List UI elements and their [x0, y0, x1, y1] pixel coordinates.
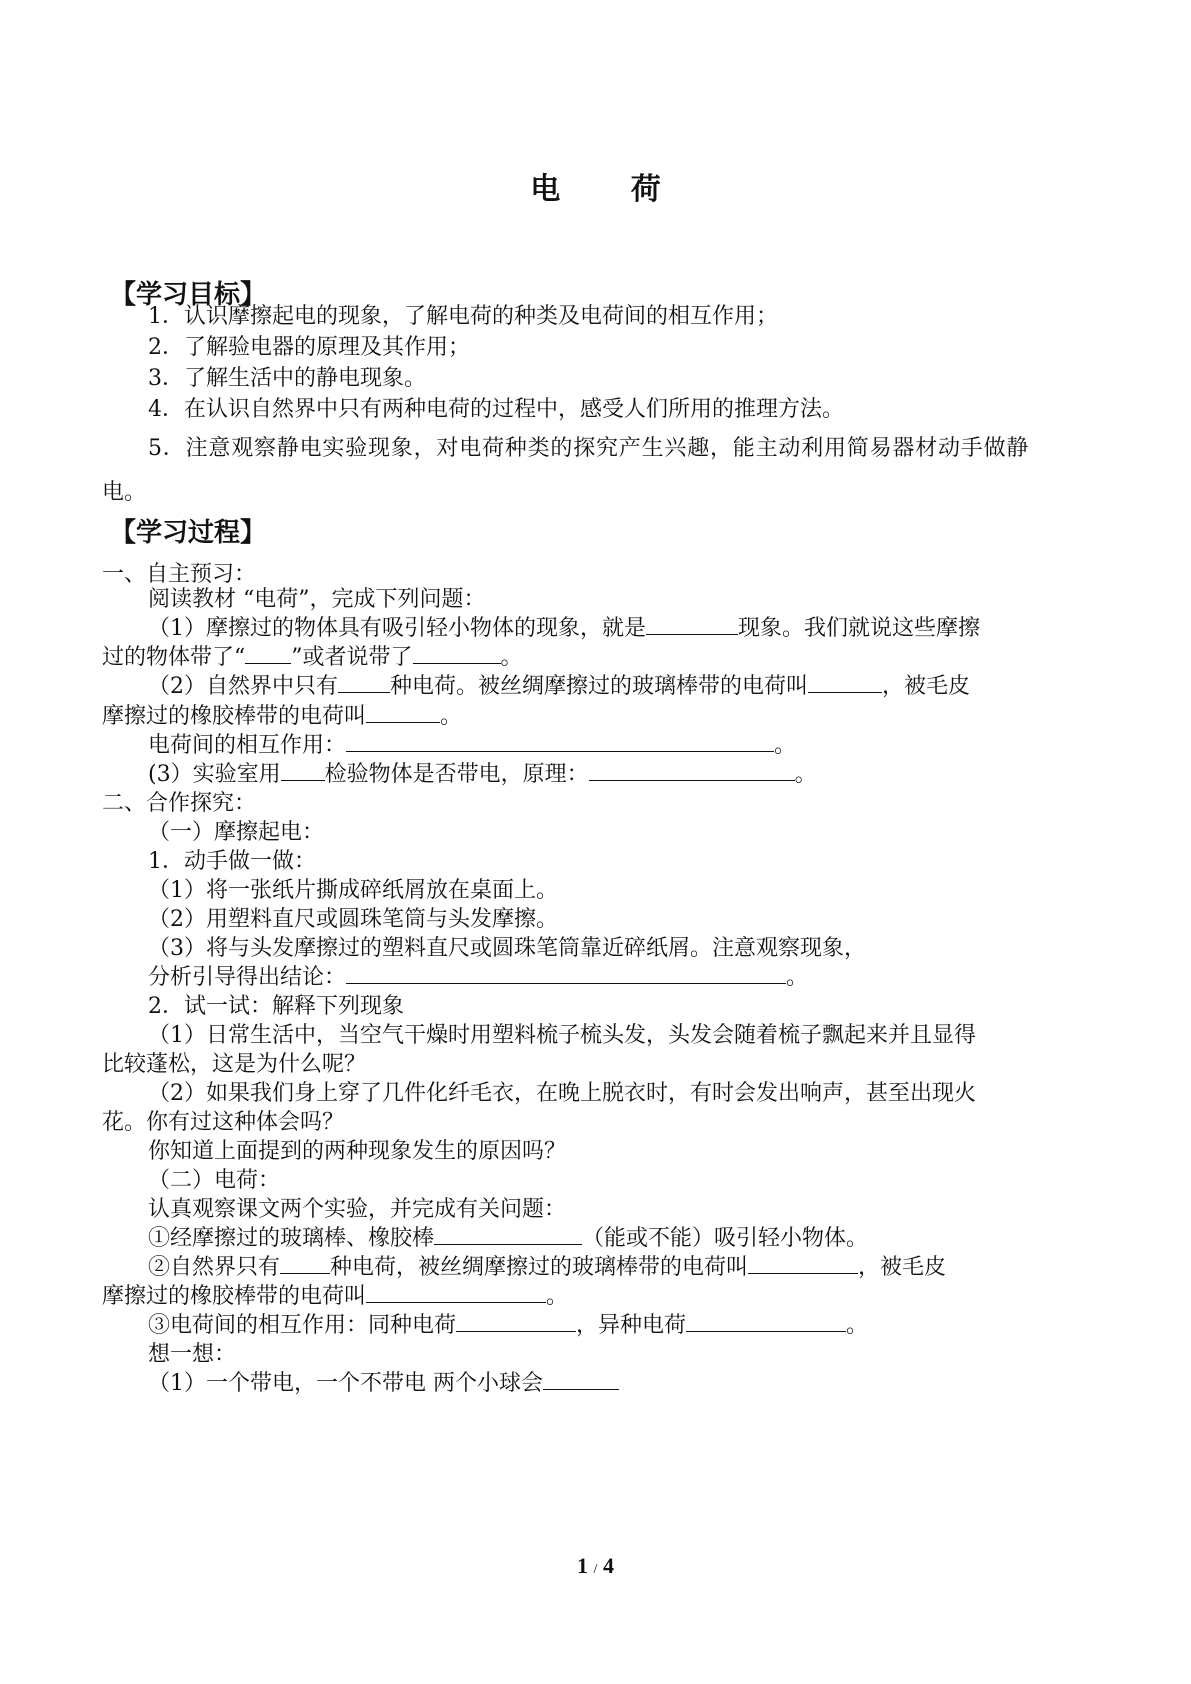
page-number [0, 1553, 1191, 1579]
question-2-line-2 [102, 702, 462, 732]
text-span: 。 [786, 965, 809, 990]
question-1-line-1 [148, 614, 980, 644]
conclusion-line [148, 963, 808, 993]
step-1: （1）将一张纸片撕成碎纸屑放在桌面上。 [148, 878, 558, 903]
goal-item-1: 1．认识摩擦起电的现象，了解电荷的种类及电荷间的相互作用； [148, 304, 778, 329]
answer-blank[interactable] [338, 672, 390, 693]
answer-blank[interactable] [366, 702, 440, 723]
answer-blank[interactable] [366, 1282, 546, 1303]
text-span: 。 [774, 733, 797, 758]
example-1-line-2: 比较蓬松，这是为什么呢？ [102, 1052, 367, 1077]
text-span: 检验物体是否带电，原理： [324, 762, 589, 787]
question-2-line-1 [148, 672, 970, 702]
answer-blank[interactable] [456, 1311, 576, 1332]
page-title: 电 荷 [530, 172, 691, 207]
example-2-line-1: （2）如果我们身上穿了几件化纤毛衣，在晚上脱衣时，有时会发出响声，甚至出现火 [148, 1081, 976, 1106]
text-span: （1）一个带电，一个不带电 两个小球会 [148, 1371, 543, 1396]
step-2: （2）用塑料直尺或圆珠笔筒与头发摩擦。 [148, 907, 558, 932]
text-span: （2）自然界中只有 [148, 674, 338, 699]
text-span: 。 [794, 762, 817, 787]
answer-blank[interactable] [646, 614, 738, 635]
text-span: 摩擦过的橡胶棒带的电荷叫 [102, 704, 367, 729]
text-span: 。 [440, 704, 463, 729]
text-span: 电荷间的相互作用： [148, 733, 347, 758]
try-it-heading: 2．试一试：解释下列现象 [148, 994, 404, 1019]
text-span: （1）摩擦过的物体具有吸引轻小物体的现象，就是 [148, 616, 646, 641]
part2-heading: 二、合作探究： [102, 791, 257, 816]
sub1-heading: （一）摩擦起电： [148, 820, 325, 845]
goal-item-5: 5．注意观察静电实验现象，对电荷种类的探究产生兴趣，能主动利用简易器材动手做静 [148, 436, 1030, 461]
answer-blank[interactable] [346, 731, 774, 752]
text-span: 现象。我们就说这些摩擦 [738, 616, 981, 641]
question-3-line [148, 760, 817, 790]
sub2-heading: （二）电荷： [148, 1168, 281, 1193]
text-span: ，异种电荷 [576, 1313, 687, 1338]
text-span: 分析引导得出结论： [148, 965, 347, 990]
part1-heading: 一、自主预习： [102, 562, 257, 587]
think-heading: 想一想： [148, 1342, 237, 1367]
text-span: 种电荷，被丝绸摩擦过的玻璃棒带的电荷叫 [330, 1255, 749, 1280]
question-1-line-2 [102, 643, 523, 673]
text-span: ，被毛皮 [858, 1255, 947, 1280]
know-question: 你知道上面提到的两种现象发生的原因吗？ [148, 1139, 567, 1164]
answer-blank[interactable] [748, 1253, 858, 1274]
think-question-1 [148, 1369, 619, 1399]
text-span: 过的物体带了“ [102, 645, 246, 670]
interaction-line [148, 731, 796, 761]
observe-instruction: 认真观察课文两个实验，并完成有关问题： [148, 1197, 567, 1222]
answer-blank[interactable] [281, 760, 325, 781]
text-span: ”或者说带了 [291, 645, 413, 670]
answer-blank[interactable] [346, 963, 786, 984]
charge-question-1 [148, 1224, 868, 1254]
goal-item-3: 3．了解生活中的静电现象。 [148, 366, 426, 391]
answer-blank[interactable] [686, 1311, 846, 1332]
example-1-line-1: （1）日常生活中，当空气干燥时用塑料梳子梳头发，头发会随着梳子飘起来并且显得 [148, 1023, 976, 1048]
current-page: 1 [577, 1553, 589, 1578]
goals-heading: 【学习目标】 [110, 280, 267, 310]
text-span: (3）实验室用 [148, 762, 281, 787]
charge-question-2-line-2 [102, 1282, 568, 1312]
page-separator: / [593, 1562, 598, 1577]
goal-item-2: 2．了解验电器的原理及其作用； [148, 335, 470, 360]
text-span: ②自然界只有 [148, 1255, 281, 1280]
goal-item-5-cont: 电。 [102, 480, 147, 505]
charge-question-2-line-1 [148, 1253, 946, 1283]
process-heading: 【学习过程】 [110, 518, 267, 548]
text-span: 。 [546, 1284, 569, 1309]
text-span: 摩擦过的橡胶棒带的电荷叫 [102, 1284, 367, 1309]
text-span: 种电荷。被丝绸摩擦过的玻璃棒带的电荷叫 [390, 674, 809, 699]
text-span: ③电荷间的相互作用：同种电荷 [148, 1313, 457, 1338]
charge-question-3 [148, 1311, 868, 1341]
text-span: ①经摩擦过的玻璃棒、橡胶棒 [148, 1226, 435, 1251]
example-2-line-2: 花。你有过这种体会吗？ [102, 1110, 345, 1135]
answer-blank[interactable] [543, 1369, 619, 1390]
do-it-heading: 1．动手做一做： [148, 849, 316, 874]
goal-item-4: 4．在认识自然界中只有两种电荷的过程中，感受人们所用的推理方法。 [148, 397, 844, 422]
answer-blank[interactable] [280, 1253, 330, 1274]
step-3: （3）将与头发摩擦过的塑料直尺或圆珠笔筒靠近碎纸屑。注意观察现象， [148, 936, 866, 961]
text-span: （能或不能）吸引轻小物体。 [582, 1226, 869, 1251]
text-span: ，被毛皮 [882, 674, 971, 699]
answer-blank[interactable] [434, 1224, 582, 1245]
text-span: 。 [846, 1313, 869, 1338]
answer-blank[interactable] [589, 760, 795, 781]
answer-blank[interactable] [808, 672, 882, 693]
answer-blank[interactable] [413, 643, 501, 664]
answer-blank[interactable] [245, 643, 291, 664]
text-span: 。 [500, 645, 523, 670]
part1-intro: 阅读教材 “电荷”，完成下列问题： [148, 587, 486, 612]
total-pages: 4 [602, 1553, 614, 1578]
